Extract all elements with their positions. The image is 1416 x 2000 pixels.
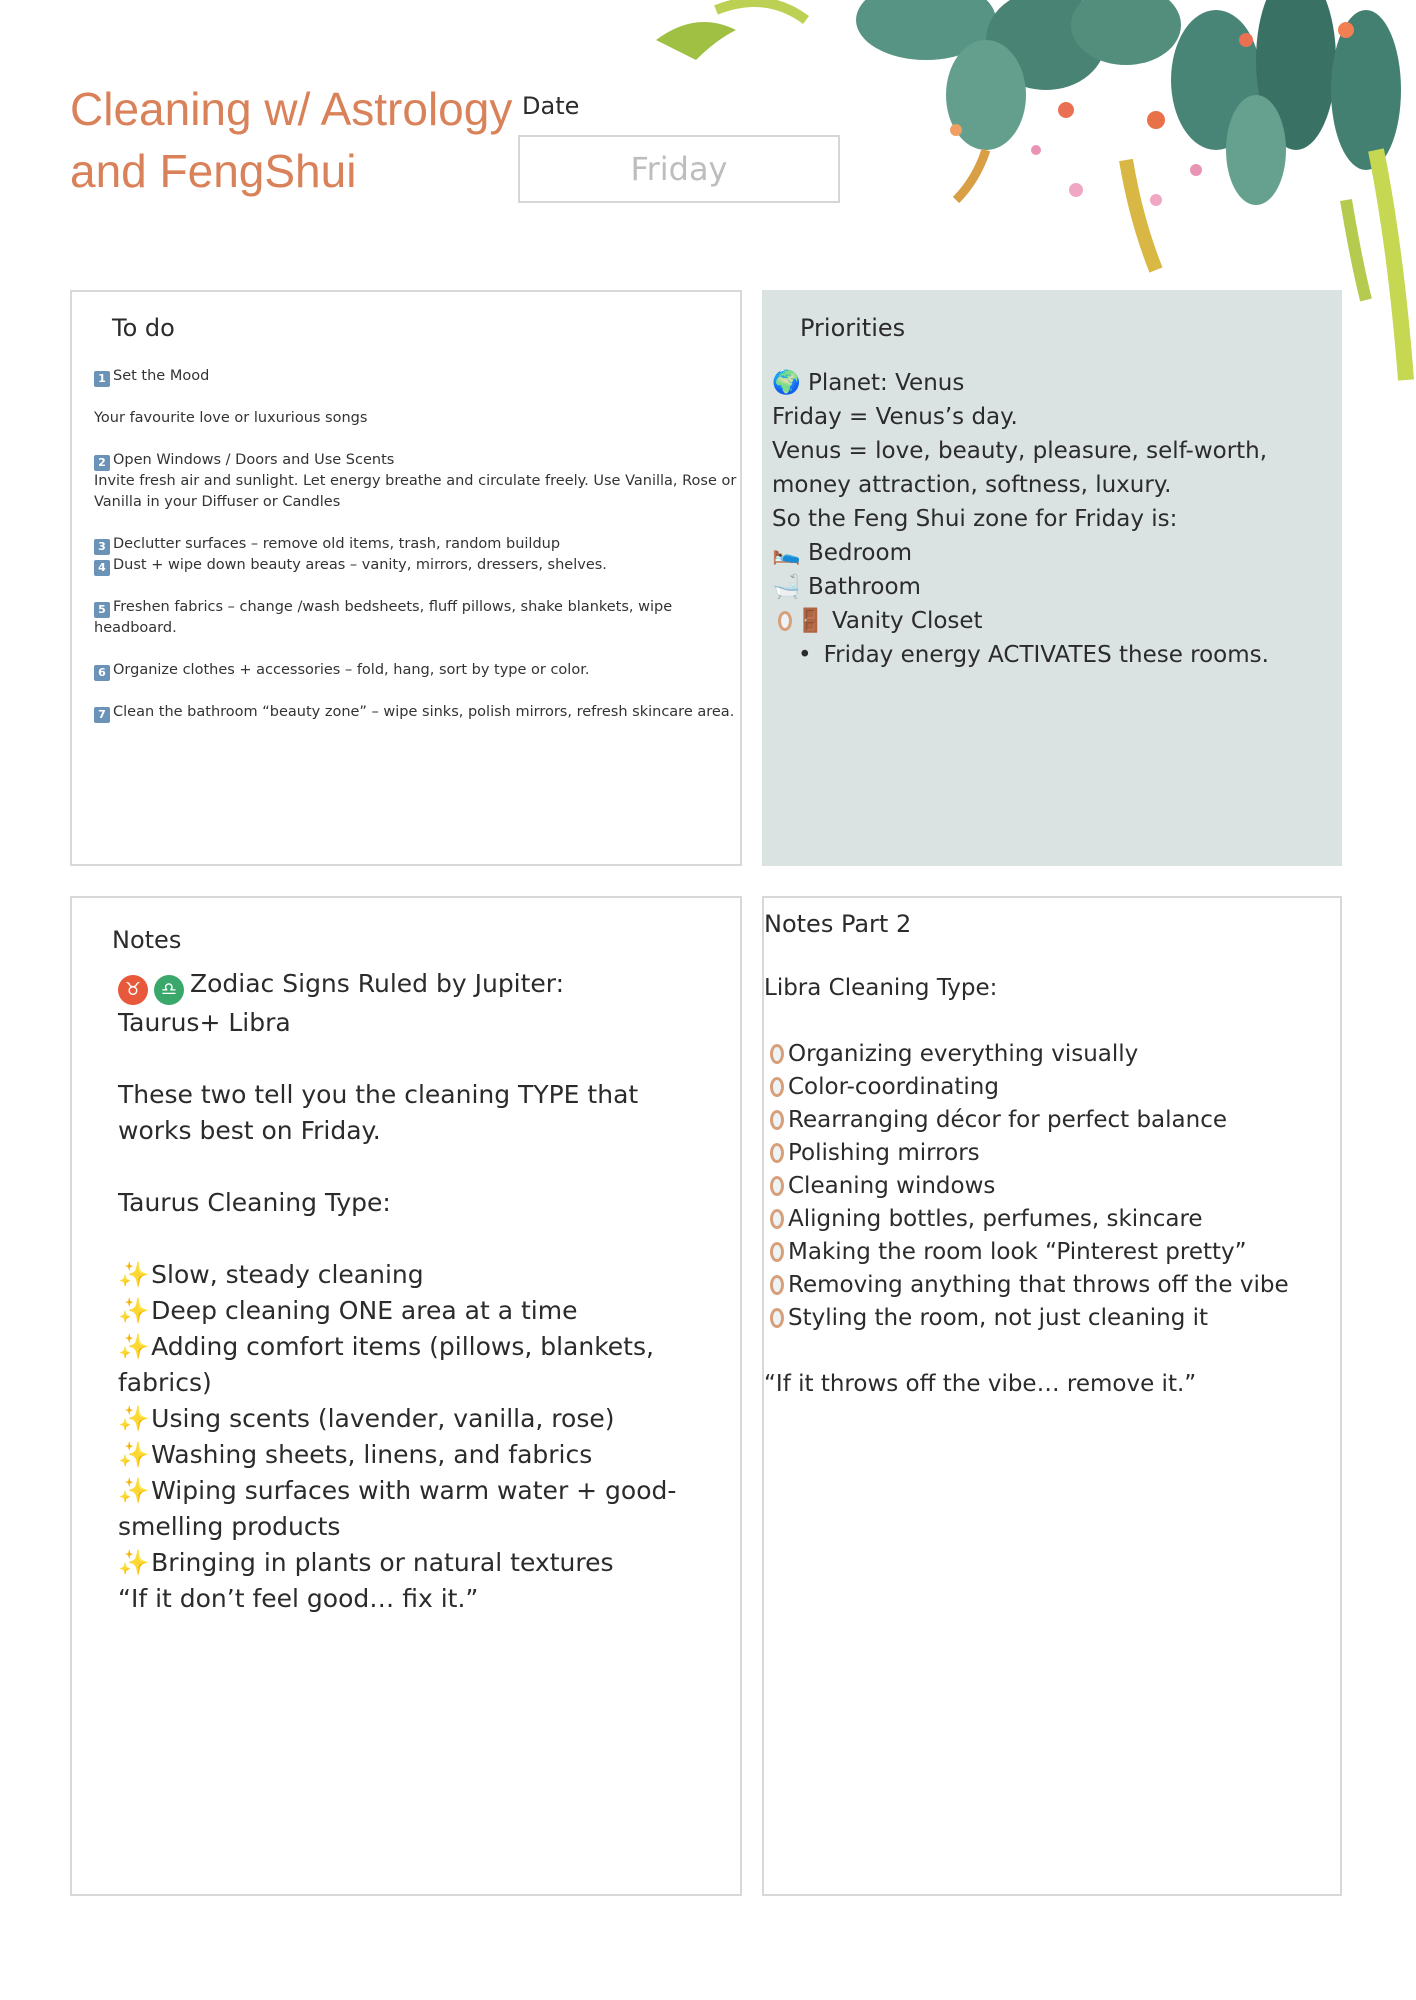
list-item (118, 1329, 718, 1401)
mirror-icon (770, 1176, 784, 1196)
page-title (70, 78, 520, 202)
libra-icon: ♎ (154, 975, 184, 1005)
room-bathroom (772, 570, 1332, 604)
todo-item (94, 597, 742, 639)
zodiac-heading: Zodiac Signs Ruled by Jupiter: (190, 969, 565, 998)
list-item-text: Cleaning windows (788, 1173, 996, 1199)
planet-text: Planet: Venus (807, 370, 965, 396)
bed-icon: 🛌 (772, 540, 801, 566)
number-7-icon: 7 (94, 707, 110, 723)
list-item-text: Styling the room, not just cleaning it (788, 1305, 1209, 1331)
number-4-icon: 4 (94, 560, 110, 576)
list-item-text: Wiping surfaces with warm water + good-smelling products (118, 1476, 677, 1541)
mirror-icon (770, 1242, 784, 1262)
mirror-icon (770, 1143, 784, 1163)
todo-item-text: Dust + wipe down beauty areas – vanity, mirrors, dressers, shelves. (113, 557, 607, 573)
taurus-heading: Taurus Cleaning Type: (118, 1188, 391, 1217)
list-item (118, 1437, 718, 1473)
date-field[interactable] (518, 135, 840, 203)
todo-item (94, 660, 742, 681)
libra-heading: Libra Cleaning Type: (764, 975, 998, 1001)
mirror-icon (770, 1209, 784, 1229)
list-item (764, 1038, 1342, 1071)
sparkles-icon: ✨ (118, 1404, 150, 1433)
mirror-icon (770, 1110, 784, 1130)
taurus-icon: ♉ (118, 975, 148, 1005)
mirror-icon (778, 611, 792, 631)
priority-line (772, 366, 1332, 400)
list-item-text: Deep cleaning ONE area at a time (151, 1296, 578, 1325)
sparkles-icon: ✨ (118, 1476, 150, 1505)
title-line-2: and FengShui (70, 145, 357, 197)
priorities-title: Priorities (800, 314, 906, 342)
priorities-body (772, 366, 1332, 672)
list-item (764, 1302, 1342, 1335)
zodiac-line (118, 966, 718, 1005)
list-item-text: Bringing in plants or natural textures (151, 1548, 614, 1577)
notes-quote: “If it don’t feel good… fix it.” (118, 1584, 479, 1613)
todo-item (94, 450, 742, 513)
mirror-icon (770, 1077, 784, 1097)
room-bedroom (772, 536, 1332, 570)
list-item-text: Removing anything that throws off the vibe (788, 1272, 1289, 1298)
door-icon: 🚪 (796, 608, 825, 634)
sparkles-icon: ✨ (118, 1332, 150, 1361)
list-item (118, 1545, 718, 1581)
list-item (118, 1293, 718, 1329)
list-item (764, 1236, 1342, 1269)
mirror-icon (770, 1044, 784, 1064)
list-item (764, 1137, 1342, 1170)
todo-item (94, 366, 742, 429)
todo-item-text: Open Windows / Doors and Use Scents (113, 452, 395, 468)
notes-part-2-body (764, 962, 1342, 1401)
number-6-icon: 6 (94, 665, 110, 681)
list-item-text: Rearranging décor for perfect balance (788, 1107, 1227, 1133)
number-5-icon: 5 (94, 602, 110, 618)
room-vanity-closet (772, 604, 1332, 638)
list-item (764, 1104, 1342, 1137)
list-item (764, 1269, 1342, 1302)
priority-line: Venus = love, beauty, pleasure, self-worth, (772, 438, 1268, 464)
notes-part-2-quote: “If it throws off the vibe… remove it.” (764, 1371, 1197, 1397)
bathtub-icon: 🛁 (772, 574, 801, 600)
notes-body (118, 966, 718, 1617)
todo-list (94, 366, 742, 744)
globe-icon: 🌍 (772, 370, 801, 396)
sparkles-icon: ✨ (118, 1296, 150, 1325)
zodiac-signs: Taurus+ Libra (118, 1008, 291, 1037)
date-label: Date (522, 92, 580, 120)
sparkles-icon: ✨ (118, 1548, 150, 1577)
list-item-text: Aligning bottles, perfumes, skincare (788, 1206, 1203, 1232)
todo-item-text: Organize clothes + accessories – fold, hang, sort by type or color. (113, 662, 590, 678)
list-item-text: Using scents (lavender, vanilla, rose) (151, 1404, 615, 1433)
number-1-icon: 1 (94, 371, 110, 387)
mirror-icon (770, 1308, 784, 1328)
list-item-text: Color-coordinating (788, 1074, 999, 1100)
list-item-text: Adding comfort items (pillows, blankets, fabrics) (118, 1332, 654, 1397)
sparkles-icon: ✨ (118, 1440, 150, 1469)
todo-item-text: Freshen fabrics – change /wash bedsheets, fluff pillows, shake blankets, wipe headboard. (94, 599, 673, 636)
todo-title: To do (112, 314, 175, 342)
notes-part-2-panel (762, 896, 1342, 1896)
priority-line: money attraction, softness, luxury. (772, 472, 1172, 498)
priority-line: So the Feng Shui zone for Friday is: (772, 506, 1178, 532)
priorities-panel (762, 290, 1342, 866)
number-2-icon: 2 (94, 455, 110, 471)
mirror-icon (770, 1275, 784, 1295)
list-item-text: Washing sheets, linens, and fabrics (151, 1440, 593, 1469)
todo-panel (70, 290, 742, 866)
list-item (118, 1473, 718, 1545)
number-3-icon: 3 (94, 539, 110, 555)
list-item (764, 1203, 1342, 1236)
notes-panel (70, 896, 742, 1896)
list-item (764, 1071, 1342, 1104)
date-value: Friday (630, 150, 728, 188)
sparkles-icon: ✨ (118, 1260, 150, 1289)
list-item-text: Organizing everything visually (788, 1041, 1139, 1067)
todo-item-text: Clean the bathroom “beauty zone” – wipe sinks, polish mirrors, refresh skincare area. (113, 704, 735, 720)
todo-item-text: Set the Mood (113, 368, 210, 384)
priority-bullet: • Friday energy ACTIVATES these rooms. (772, 638, 1332, 672)
list-item-text: Making the room look “Pinterest pretty” (788, 1239, 1247, 1265)
list-item (118, 1257, 718, 1293)
todo-item (94, 555, 742, 576)
room-label: Bedroom (807, 540, 912, 566)
todo-item-text: Declutter surfaces – remove old items, trash, random buildup (113, 536, 561, 552)
todo-item (94, 702, 742, 723)
todo-item-note: Invite fresh air and sunlight. Let energy breathe and circulate freely. Use Vanilla, Rose or Vanilla in your Diffuser or Candles (94, 473, 737, 510)
room-label: Vanity Closet (831, 608, 983, 634)
notes-title: Notes (112, 926, 182, 954)
todo-item (94, 534, 742, 555)
title-line-1: Cleaning w/ Astrology (70, 83, 513, 135)
notes-intro: These two tell you the cleaning TYPE that works best on Friday. (118, 1080, 639, 1145)
list-item-text: Polishing mirrors (788, 1140, 980, 1166)
list-item (764, 1170, 1342, 1203)
list-item (118, 1401, 718, 1437)
list-item-text: Slow, steady cleaning (151, 1260, 424, 1289)
room-label: Bathroom (807, 574, 921, 600)
notes-part-2-title: Notes Part 2 (764, 910, 912, 938)
todo-item-note: Your favourite love or luxurious songs (94, 410, 368, 426)
priority-line: Friday = Venus’s day. (772, 404, 1018, 430)
